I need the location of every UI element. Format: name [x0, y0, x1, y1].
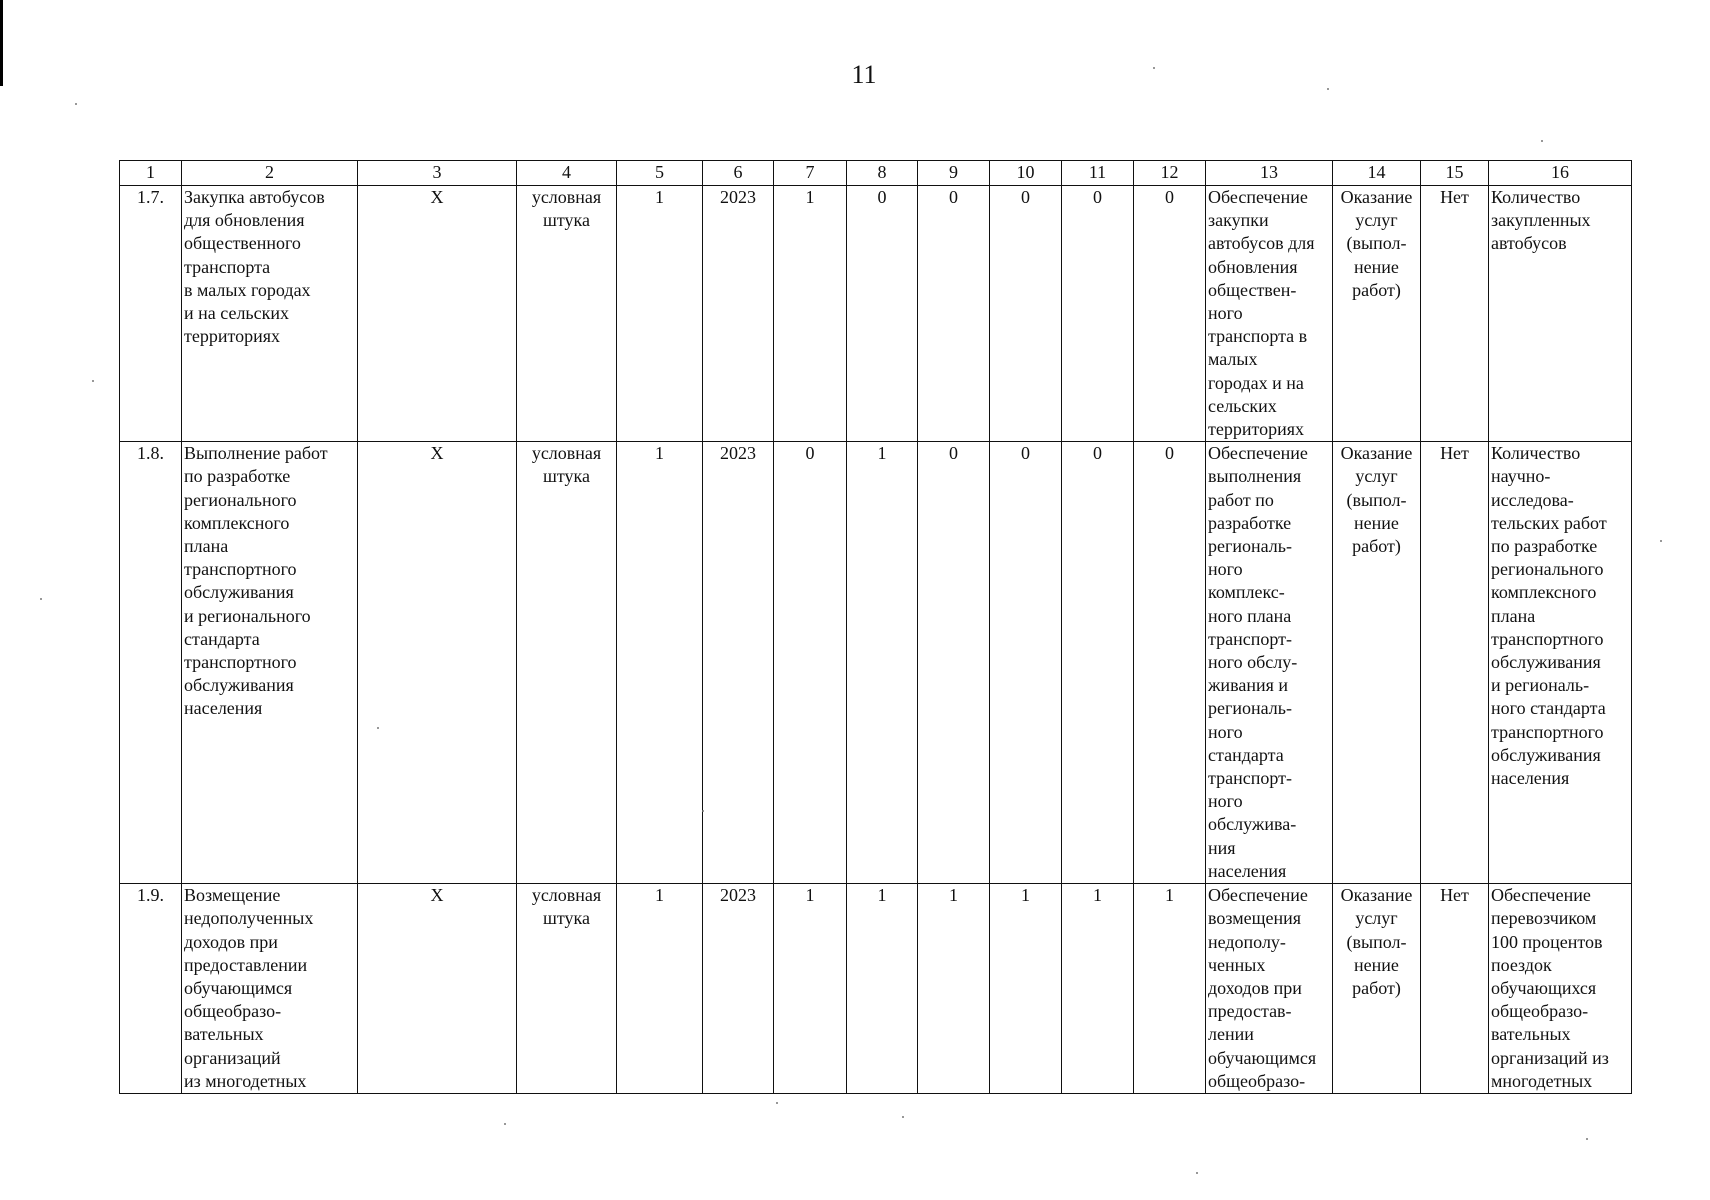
unit-line: условная — [531, 443, 602, 464]
indicator-cell — [1489, 884, 1632, 1094]
service-type-line: работ) — [1352, 279, 1401, 300]
scan-speck — [1196, 1172, 1198, 1174]
row-number-cell: 1.9. — [120, 884, 182, 1094]
measure-name-cell — [182, 884, 358, 1094]
year-cell: 2023 — [703, 442, 774, 884]
column-8-cell: 0 — [847, 186, 918, 442]
column-15-cell: Нет — [1421, 186, 1489, 442]
year-cell: 2023 — [703, 884, 774, 1094]
column-3-cell: Х — [358, 442, 517, 884]
measure-name-line: и на сельских — [184, 303, 290, 324]
service-type-line: Оказание — [1340, 187, 1413, 207]
measure-name-line: регионального — [184, 489, 297, 510]
scan-speck — [1153, 67, 1155, 69]
result-line: Обеспечение — [1208, 885, 1308, 906]
column-number-header: 9 — [918, 161, 990, 186]
measure-name-line: предоставлении — [184, 954, 308, 975]
table-row — [120, 884, 1632, 1094]
column-number-header: 11 — [1062, 161, 1134, 186]
unit-line: условная — [531, 885, 602, 906]
indicator-line: организаций из — [1491, 1047, 1609, 1068]
service-type-line: услуг — [1355, 908, 1398, 929]
result-line: территориях — [1208, 419, 1305, 440]
unit-cell — [517, 884, 617, 1094]
scan-speck — [75, 103, 77, 105]
indicator-line: научно- — [1491, 466, 1551, 487]
result-line: ного — [1208, 791, 1243, 812]
measure-name-line: недополученных — [184, 908, 314, 929]
service-type-line: (выпол- — [1346, 931, 1407, 952]
indicator-line: многодетных — [1491, 1070, 1593, 1091]
service-type-line: (выпол- — [1346, 489, 1407, 510]
result-line: автобусов для — [1208, 233, 1315, 254]
column-7-cell: 1 — [774, 884, 847, 1094]
measure-name-line: Выполнение работ — [184, 443, 328, 464]
result-line: региональ- — [1208, 698, 1292, 719]
measure-name-line: транспортного — [184, 559, 297, 580]
indicator-line: 100 процентов — [1491, 931, 1603, 952]
result-line: предостав- — [1208, 1001, 1292, 1022]
indicator-line: комплексного — [1491, 582, 1597, 603]
indicator-line: Количество — [1491, 187, 1581, 207]
result-line: транспорта в — [1208, 326, 1308, 347]
service-type-line: работ) — [1352, 977, 1401, 998]
measure-name-line: транспортного — [184, 652, 297, 673]
scan-speck — [504, 1123, 506, 1125]
result-description-cell — [1206, 884, 1333, 1094]
column-5-cell: 1 — [617, 884, 703, 1094]
column-number-header: 4 — [517, 161, 617, 186]
service-type-line: (выпол- — [1346, 233, 1407, 254]
measure-name-line: стандарта — [184, 628, 260, 649]
result-line: ного — [1208, 721, 1243, 742]
result-line: ного — [1208, 559, 1243, 580]
column-3-cell: Х — [358, 186, 517, 442]
measure-name-cell — [182, 186, 358, 442]
year-cell: 2023 — [703, 186, 774, 442]
column-9-cell: 0 — [918, 442, 990, 884]
column-number-header: 3 — [358, 161, 517, 186]
table-row — [120, 186, 1632, 442]
column-11-cell: 0 — [1062, 442, 1134, 884]
measure-name-line: транспорта — [184, 256, 271, 277]
service-type-line: нение — [1354, 512, 1399, 533]
column-10-cell: 0 — [990, 442, 1062, 884]
measure-name-line: общественного — [184, 233, 301, 254]
scan-speck — [1327, 88, 1329, 90]
service-type-line: Оказание — [1340, 885, 1413, 906]
result-line: городах и на — [1208, 372, 1304, 393]
column-number-header: 15 — [1421, 161, 1489, 186]
scan-speck — [902, 1116, 904, 1118]
column-10-cell: 0 — [990, 186, 1062, 442]
column-number-header: 14 — [1333, 161, 1421, 186]
scan-speck — [1660, 540, 1662, 542]
unit-cell — [517, 186, 617, 442]
column-9-cell: 1 — [918, 884, 990, 1094]
indicator-line: закупленных — [1491, 210, 1591, 231]
result-line: общеобразо- — [1208, 1070, 1306, 1091]
service-type-cell — [1333, 442, 1421, 884]
indicator-line: Обеспечение — [1491, 885, 1591, 906]
result-line: населения — [1208, 860, 1287, 881]
column-number-header: 10 — [990, 161, 1062, 186]
measure-name-line: по разработке — [184, 466, 291, 487]
result-line: ченных — [1208, 954, 1266, 975]
indicator-line: регионального — [1491, 559, 1604, 580]
column-15-cell: Нет — [1421, 442, 1489, 884]
measure-name-line: для обновления — [184, 210, 305, 231]
indicator-line: автобусов — [1491, 233, 1567, 254]
measure-name-line: Закупка автобусов — [184, 187, 325, 207]
result-line: обновления — [1208, 256, 1298, 277]
column-number-header: 6 — [703, 161, 774, 186]
service-type-cell — [1333, 884, 1421, 1094]
measure-name-line: из многодетных — [184, 1070, 307, 1091]
scan-speck — [92, 380, 94, 382]
measure-name-line: и регионального — [184, 605, 311, 626]
result-line: ного плана — [1208, 605, 1292, 626]
row-number-cell: 1.7. — [120, 186, 182, 442]
measure-name-line: в малых городах — [184, 279, 311, 300]
result-line: Обеспечение — [1208, 443, 1308, 464]
column-number-header: 13 — [1206, 161, 1333, 186]
scan-speck — [40, 598, 42, 600]
column-8-cell: 1 — [847, 442, 918, 884]
result-line: разработке — [1208, 512, 1292, 533]
service-type-line: услуг — [1355, 210, 1398, 231]
indicator-line: по разработке — [1491, 536, 1598, 557]
indicator-line: перевозчиком — [1491, 908, 1597, 929]
measure-name-line: Возмещение — [184, 885, 281, 906]
measure-name-line: комплексного — [184, 512, 290, 533]
column-9-cell: 0 — [918, 186, 990, 442]
result-line: ния — [1208, 837, 1236, 858]
column-15-cell: Нет — [1421, 884, 1489, 1094]
column-12-cell: 0 — [1134, 186, 1206, 442]
result-description-cell — [1206, 186, 1333, 442]
column-number-header: 7 — [774, 161, 847, 186]
indicator-line: транспортного — [1491, 628, 1604, 649]
column-3-cell: Х — [358, 884, 517, 1094]
unit-line: штука — [543, 210, 590, 231]
indicator-line: тельских работ — [1491, 512, 1607, 533]
result-line: доходов при — [1208, 977, 1302, 998]
result-line: сельских — [1208, 395, 1277, 416]
indicator-line: и региональ- — [1491, 675, 1590, 696]
measures-table — [119, 160, 1632, 1094]
measure-name-line: обучающимся — [184, 977, 293, 998]
result-line: транспорт- — [1208, 628, 1292, 649]
indicator-line: общеобразо- — [1491, 1001, 1589, 1022]
indicator-line: Количество — [1491, 443, 1581, 464]
result-line: работ по — [1208, 489, 1274, 510]
result-line: комплекс- — [1208, 582, 1285, 603]
measure-name-line: территориях — [184, 326, 281, 347]
scan-speck — [1586, 1138, 1588, 1140]
result-line: стандарта — [1208, 744, 1284, 765]
scan-speck — [377, 727, 379, 729]
indicator-line: исследова- — [1491, 489, 1574, 510]
column-8-cell: 1 — [847, 884, 918, 1094]
unit-line: штука — [543, 466, 590, 487]
table-row — [120, 442, 1632, 884]
page-number: 11 — [851, 60, 877, 89]
unit-cell — [517, 442, 617, 884]
scan-speck — [1541, 140, 1543, 142]
column-7-cell: 1 — [774, 186, 847, 442]
result-line: региональ- — [1208, 536, 1292, 557]
measure-name-line: плана — [184, 536, 229, 557]
column-number-header: 16 — [1489, 161, 1632, 186]
service-type-line: нение — [1354, 954, 1399, 975]
indicator-line: обучающихся — [1491, 977, 1597, 998]
result-line: малых — [1208, 349, 1258, 370]
indicator-line: ного стандарта — [1491, 698, 1606, 719]
indicator-line: транспортного — [1491, 721, 1604, 742]
indicator-line: обслуживания — [1491, 652, 1601, 673]
scan-speck — [776, 1102, 778, 1104]
column-number-row — [120, 161, 1632, 186]
result-description-cell — [1206, 442, 1333, 884]
indicator-line: населения — [1491, 768, 1570, 789]
column-12-cell: 0 — [1134, 442, 1206, 884]
column-number-header: 5 — [617, 161, 703, 186]
measure-name-line: обслуживания — [184, 675, 294, 696]
column-5-cell: 1 — [617, 186, 703, 442]
measure-name-line: организаций — [184, 1047, 281, 1068]
column-10-cell: 1 — [990, 884, 1062, 1094]
column-11-cell: 1 — [1062, 884, 1134, 1094]
unit-line: штука — [543, 908, 590, 929]
unit-line: условная — [531, 187, 602, 207]
result-line: живания и — [1208, 675, 1288, 696]
scan-speck — [702, 810, 704, 812]
column-number-header: 12 — [1134, 161, 1206, 186]
result-line: ного — [1208, 303, 1243, 324]
measure-name-line: обслуживания — [184, 582, 294, 603]
result-line: возмещения — [1208, 908, 1302, 929]
indicator-line: обслуживания — [1491, 744, 1601, 765]
result-line: Обеспечение — [1208, 187, 1308, 207]
result-line: выполнения — [1208, 466, 1302, 487]
measure-name-line: доходов при — [184, 931, 278, 952]
service-type-line: Оказание — [1340, 443, 1413, 464]
row-number-cell: 1.8. — [120, 442, 182, 884]
measure-name-line: вательных — [184, 1024, 264, 1045]
result-line: лении — [1208, 1024, 1254, 1045]
service-type-line: услуг — [1355, 466, 1398, 487]
indicator-line: поездок — [1491, 954, 1552, 975]
service-type-cell — [1333, 186, 1421, 442]
column-number-header: 2 — [182, 161, 358, 186]
result-line: закупки — [1208, 210, 1269, 231]
result-line: ного обслу- — [1208, 652, 1298, 673]
service-type-line: работ) — [1352, 536, 1401, 557]
measure-name-line: населения — [184, 698, 263, 719]
column-5-cell: 1 — [617, 442, 703, 884]
result-line: недополу- — [1208, 931, 1286, 952]
result-line: обучающимся — [1208, 1047, 1317, 1068]
indicator-cell — [1489, 442, 1632, 884]
indicator-cell — [1489, 186, 1632, 442]
column-7-cell: 0 — [774, 442, 847, 884]
column-12-cell: 1 — [1134, 884, 1206, 1094]
measure-name-cell — [182, 442, 358, 884]
measure-name-line: общеобразо- — [184, 1001, 282, 1022]
column-11-cell: 0 — [1062, 186, 1134, 442]
column-number-header: 8 — [847, 161, 918, 186]
service-type-line: нение — [1354, 256, 1399, 277]
result-line: транспорт- — [1208, 768, 1292, 789]
column-number-header: 1 — [120, 161, 182, 186]
indicator-line: плана — [1491, 605, 1536, 626]
result-line: обслужива- — [1208, 814, 1297, 835]
indicator-line: вательных — [1491, 1024, 1571, 1045]
result-line: обществен- — [1208, 279, 1297, 300]
